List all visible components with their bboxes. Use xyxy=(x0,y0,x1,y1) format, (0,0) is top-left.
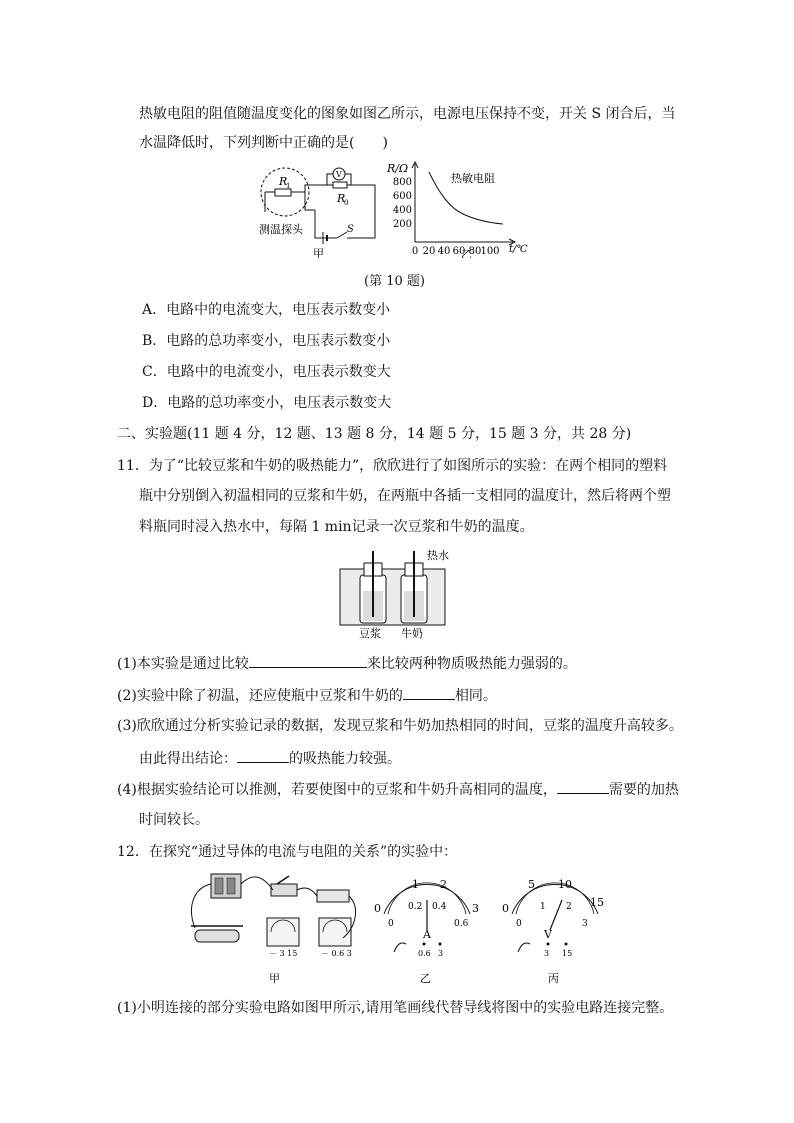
x-tick: 80 xyxy=(468,246,482,257)
ammeter-inner-tick: 0.6 xyxy=(454,919,469,929)
q11-part3-line1: (3)欣欣通过分析实验记录的数据，发现豆浆和牛奶加热相同的时间，豆浆的温度升高较多。 xyxy=(117,718,683,734)
x-tick: 100 xyxy=(480,246,500,257)
q12-part1: (1)小明连接的部分实验电路如图甲所示,请用笔画线代替导线将图中的实验电路连接完整。 xyxy=(117,1000,674,1016)
section-heading: 二、实验题(11 题 4 分，12 题、13 题 8 分，14 题 5 分，15 题 3 分，共 28 分) xyxy=(117,426,632,442)
q11-part2-prefix: (2)实验中除了初温，还应使瓶中豆浆和牛奶的 xyxy=(117,688,403,704)
ammeter-terminals: － 0.6 3 xyxy=(321,949,352,958)
q10-line2: 水温降低时，下列判断中正确的是( ) xyxy=(139,135,388,151)
voltmeter-inner-tick: 1 xyxy=(540,902,546,912)
q11-part4-prefix: (4)根据实验结论可以推测，若要使图中的豆浆和牛奶升高相同的温度， xyxy=(117,782,557,798)
x-axis-label: t/℃ xyxy=(509,244,528,255)
ammeter-inner-tick: 0.4 xyxy=(432,902,447,912)
r0-resistor xyxy=(333,182,347,188)
r1-resistor xyxy=(275,189,291,196)
fig-jia-caption-12: 甲 xyxy=(269,972,280,985)
ammeter-outer-end: 3 xyxy=(472,902,479,915)
q11-part2 xyxy=(117,685,497,706)
y-tick: 400 xyxy=(392,205,412,216)
q11-part2-blank[interactable] xyxy=(403,685,455,700)
q11-part4-line2: 时间较长。 xyxy=(139,812,209,828)
r1-subscript: 1 xyxy=(286,182,291,190)
q12-line1: 12．在探究“通过导体的电流与电阻的关系”的实验中： xyxy=(117,844,458,860)
x-tick: 20 xyxy=(422,246,436,257)
ammeter-outer-tick: 1 xyxy=(412,878,419,891)
ammeter-term-mid: 0.6 xyxy=(418,949,431,958)
q11-part4-suffix: 需要的加热 xyxy=(608,782,679,798)
x-tick: 0 xyxy=(411,246,419,257)
label-milk: 牛奶 xyxy=(401,627,423,640)
q11-part1-blank[interactable] xyxy=(249,653,367,668)
voltmeter-needle xyxy=(550,900,562,930)
voltmeter-unit: V xyxy=(544,928,552,941)
ammeter-unit: A xyxy=(423,928,431,941)
q12-ammeter-dial xyxy=(372,868,482,988)
voltmeter-outer-tick: 10 xyxy=(558,878,572,891)
q11-part1-prefix: (1)本实验是通过比较 xyxy=(117,656,249,672)
q11-hot-water-figure xyxy=(335,545,455,640)
q10-figure-caption: (第 10 题) xyxy=(364,274,425,289)
x-tick: 40 xyxy=(437,246,451,257)
y-tick: 600 xyxy=(392,191,412,202)
voltmeter-outer-zero: 0 xyxy=(502,902,509,915)
voltmeter-outer-end: 15 xyxy=(590,896,604,909)
q10-option-d: D．电路的总功率变小，电压表示数变大 xyxy=(142,395,392,411)
q10-rt-graph xyxy=(385,158,535,258)
voltmeter-term-right: 15 xyxy=(562,949,573,958)
y-tick: 200 xyxy=(392,219,412,230)
q11-part4-blank[interactable] xyxy=(557,779,609,794)
ammeter-inner-zero: 0 xyxy=(388,919,394,929)
q11-part3-blank[interactable] xyxy=(237,748,289,763)
probe-label: 测温探头 xyxy=(259,223,303,236)
q11-part1 xyxy=(117,653,577,674)
voltmeter-outer-tick: 5 xyxy=(528,878,535,891)
fig-yi-caption: 乙 xyxy=(461,248,472,258)
q12-apparatus-figure xyxy=(183,868,363,988)
q10-circuit-figure xyxy=(255,160,385,260)
curve-label: 热敏电阻 xyxy=(451,172,495,185)
voltmeter-terminals: － 3 15 xyxy=(269,949,298,958)
q11-part3-prefix: 由此得出结论： xyxy=(139,751,237,767)
r0-label: R xyxy=(337,192,346,205)
q11-line2: 瓶中分别倒入初温相同的豆浆和牛奶，在两瓶中各插一支相同的温度计，然后将两个塑 xyxy=(139,488,671,504)
ammeter-term-right: 3 xyxy=(438,949,444,958)
resistor-device xyxy=(317,890,349,902)
voltmeter-arc xyxy=(512,884,598,914)
q10-line1: 热敏电阻的阻值随温度变化的图象如图乙所示，电源电压保持不变，开关 S 闭合后，当 xyxy=(139,106,676,122)
x-tick: 60 xyxy=(452,246,466,257)
switch-label: S xyxy=(347,224,354,235)
voltmeter-inner-tick: 3 xyxy=(582,919,588,929)
label-soy-milk: 豆浆 xyxy=(359,627,381,640)
rheostat xyxy=(195,930,239,942)
q11-line3: 料瓶同时浸入热水中，每隔 1 min记录一次豆浆和牛奶的温度。 xyxy=(139,519,534,535)
r1-label: R xyxy=(279,175,288,188)
fig-yi-caption-12: 乙 xyxy=(420,972,431,985)
q12-voltmeter-dial xyxy=(500,868,610,988)
ammeter-outer-zero: 0 xyxy=(374,902,381,915)
ammeter-device xyxy=(319,918,351,946)
voltmeter-inner-zero: 0 xyxy=(516,919,522,929)
voltmeter-term-mid: 3 xyxy=(544,949,550,958)
q11-part3-suffix: 的吸热能力较强。 xyxy=(289,751,401,767)
y-axis-label: R/Ω xyxy=(387,162,409,175)
fig-jia-caption: 甲 xyxy=(313,247,324,260)
q10-option-c: C．电路中的电流变小，电压表示数变大 xyxy=(142,364,391,380)
q11-part4-line1 xyxy=(117,779,679,800)
label-hot-water: 热水 xyxy=(427,549,449,562)
q10-option-b: B．电路的总功率变小，电压表示数变小 xyxy=(142,333,391,349)
voltmeter-inner-tick: 2 xyxy=(566,902,572,912)
water-tank xyxy=(340,569,445,625)
y-tick: 800 xyxy=(392,177,412,188)
voltmeter-label: V xyxy=(336,170,342,179)
voltmeter-device xyxy=(267,918,299,946)
switch-device xyxy=(271,884,297,896)
q10-option-a: A．电路中的电流变大，电压表示数变小 xyxy=(142,302,391,318)
switch-s xyxy=(337,232,347,238)
q11-part1-suffix: 来比较两种物质吸热能力强弱的。 xyxy=(366,656,577,672)
q11-part3-line2 xyxy=(139,748,401,769)
q11-line1: 11．为了“比较豆浆和牛奶的吸热能力”，欣欣进行了如图所示的实验：在两个相同的塑料 xyxy=(117,458,668,474)
r0-subscript: 0 xyxy=(344,199,349,207)
ammeter-outer-tick: 2 xyxy=(440,878,447,891)
ammeter-inner-tick: 0.2 xyxy=(408,902,423,912)
q11-part2-suffix: 相同。 xyxy=(454,688,497,704)
fig-bing-caption: 丙 xyxy=(548,972,559,985)
